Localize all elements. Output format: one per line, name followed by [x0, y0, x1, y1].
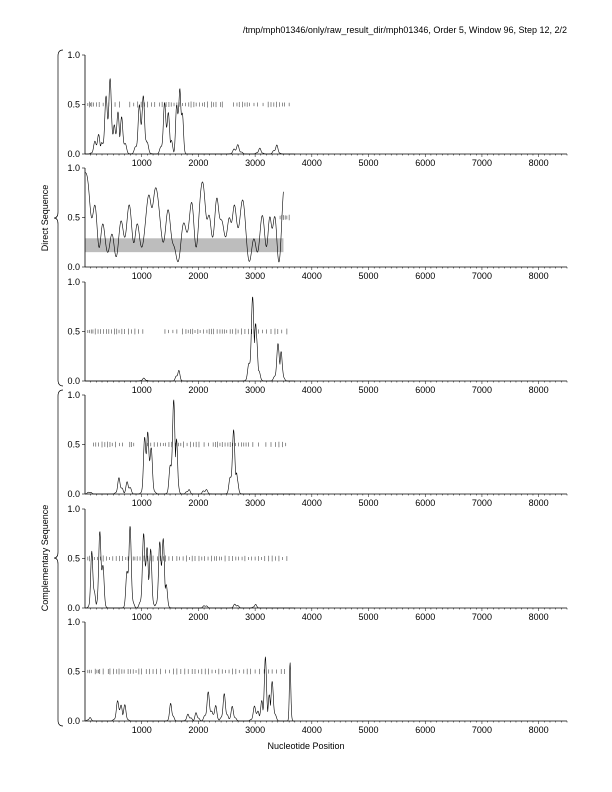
x-tick-label: 7000 — [471, 158, 492, 168]
group-label-complementary-sequence: Complementary Sequence — [40, 504, 50, 612]
x-tick-label: 1000 — [131, 498, 152, 508]
x-tick-label: 6000 — [415, 612, 436, 622]
y-tick-label: 0.5 — [67, 666, 80, 677]
frame-panel — [67, 163, 567, 281]
y-tick-label: 1.0 — [67, 50, 80, 60]
x-tick-label: 7000 — [471, 271, 492, 281]
x-tick-label: 2000 — [188, 271, 209, 281]
y-tick-label: 0.5 — [67, 99, 80, 110]
x-tick-label: 1000 — [131, 385, 152, 395]
x-tick-label: 1000 — [131, 158, 152, 168]
x-tick-label: 7000 — [471, 498, 492, 508]
x-tick-label: 8000 — [528, 158, 549, 168]
x-tick-label: 5000 — [358, 158, 379, 168]
y-tick-label: 0.5 — [67, 439, 80, 450]
x-tick-label: 6000 — [415, 725, 436, 735]
x-tick-label: 4000 — [301, 725, 322, 735]
x-tick-label: 2000 — [188, 158, 209, 168]
x-tick-label: 8000 — [528, 271, 549, 281]
group-brace-direct — [54, 50, 63, 386]
x-tick-label: 1000 — [131, 725, 152, 735]
y-tick-label: 0.5 — [67, 553, 80, 564]
frame-panel — [67, 390, 567, 508]
group-brace-complementary — [54, 390, 63, 726]
y-tick-label: 1.0 — [67, 390, 80, 400]
x-tick-label: 3000 — [245, 725, 266, 735]
x-tick-label: 1000 — [131, 612, 152, 622]
y-tick-label: 0.5 — [67, 212, 80, 223]
x-tick-label: 6000 — [415, 385, 436, 395]
frame-panel — [67, 277, 567, 395]
x-tick-label: 7000 — [471, 612, 492, 622]
x-tick-label: 3000 — [245, 498, 266, 508]
frame-panel — [67, 617, 567, 735]
series-line — [85, 297, 295, 381]
y-tick-label: 1.0 — [67, 277, 80, 287]
x-tick-label: 3000 — [245, 158, 266, 168]
y-tick-label: 1.0 — [67, 163, 80, 173]
x-tick-label: 4000 — [301, 158, 322, 168]
x-tick-label: 4000 — [301, 498, 322, 508]
y-tick-label: 0.5 — [67, 326, 80, 337]
x-tick-label: 6000 — [415, 271, 436, 281]
frame-panel — [67, 504, 567, 622]
x-tick-label: 6000 — [415, 158, 436, 168]
group-label-direct-sequence: Direct Sequence — [40, 184, 50, 252]
x-tick-label: 3000 — [245, 271, 266, 281]
y-tick-label: 0.0 — [67, 603, 80, 613]
x-tick-label: 5000 — [358, 725, 379, 735]
series-line — [85, 400, 295, 494]
y-tick-label: 0.0 — [67, 376, 80, 386]
y-tick-label: 0.0 — [67, 262, 80, 272]
x-tick-label: 3000 — [245, 612, 266, 622]
frame-panel — [67, 50, 567, 168]
series-line — [85, 527, 295, 608]
x-tick-label: 1000 — [131, 271, 152, 281]
x-tick-label: 2000 — [188, 385, 209, 395]
x-tick-label: 2000 — [188, 498, 209, 508]
x-tick-label: 2000 — [188, 612, 209, 622]
x-tick-label: 8000 — [528, 385, 549, 395]
x-tick-label: 5000 — [358, 498, 379, 508]
x-tick-label: 4000 — [301, 385, 322, 395]
x-tick-label: 8000 — [528, 612, 549, 622]
y-tick-label: 0.0 — [67, 716, 80, 726]
y-tick-label: 0.0 — [67, 149, 80, 159]
y-tick-label: 1.0 — [67, 504, 80, 514]
x-axis-title: Nucleotide Position — [267, 741, 345, 751]
y-tick-label: 1.0 — [67, 617, 80, 627]
x-tick-label: 4000 — [301, 271, 322, 281]
x-tick-label: 6000 — [415, 498, 436, 508]
x-tick-label: 7000 — [471, 385, 492, 395]
x-tick-label: 5000 — [358, 271, 379, 281]
x-tick-label: 3000 — [245, 385, 266, 395]
series-line — [85, 657, 295, 721]
x-tick-label: 4000 — [301, 612, 322, 622]
x-tick-label: 7000 — [471, 725, 492, 735]
figure-header: /tmp/mph01346/only/raw_result_dir/mph01346, Order 5, Window 96, Step 12, 2/2 — [242, 25, 567, 35]
x-tick-label: 8000 — [528, 498, 549, 508]
x-tick-label: 8000 — [528, 725, 549, 735]
x-tick-label: 2000 — [188, 725, 209, 735]
series-line — [85, 79, 295, 154]
x-tick-label: 5000 — [358, 612, 379, 622]
x-tick-label: 5000 — [358, 385, 379, 395]
y-tick-label: 0.0 — [67, 489, 80, 499]
